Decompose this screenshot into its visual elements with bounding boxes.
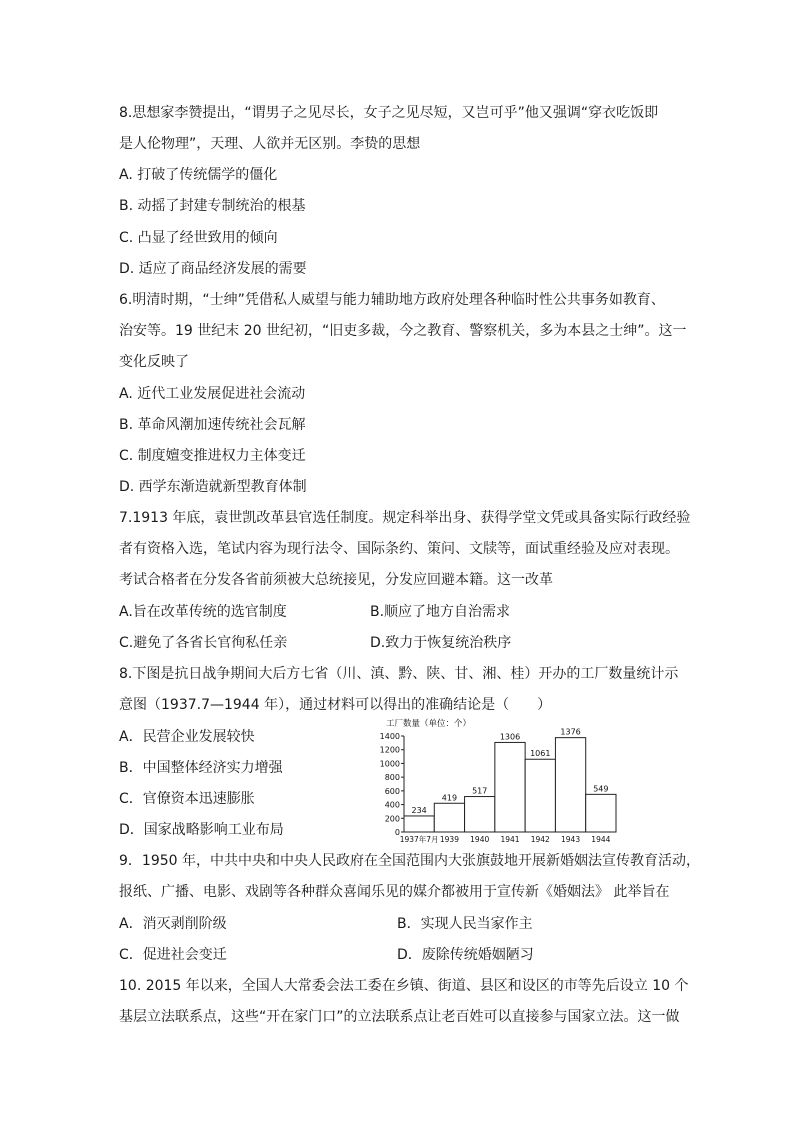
q7-stem-line-2: 者有资格入选，笔试内容为现行法令、国际条约、策问、文牍等，面试重经验及应对表现。 (119, 541, 679, 557)
chart-value-label: 517 (472, 786, 488, 796)
chart-value-label: 419 (441, 793, 458, 803)
chart-y-tick-label: 400 (384, 800, 400, 810)
chart-value-label: 1306 (499, 732, 521, 742)
q8a-stem-line-1: 8.思想家李赞提出，“谓男子之见尽长，女子之见尽短，又岂可乎”他又强调“穿衣吃饭即 (119, 105, 659, 121)
chart-y-tick-label: 800 (384, 773, 400, 783)
q6-option-b[interactable]: B. 革命风潮加速传统社会瓦解 (119, 417, 306, 433)
q8b-option-b[interactable]: B．中国整体经济实力增强 (119, 760, 283, 776)
q6-option-c[interactable]: C. 制度嬗变推进权力主体变迁 (119, 448, 306, 464)
q6-stem-line-2: 治安等。19 世纪末 20 世纪初，“旧吏多裁，今之教育、警察机关，多为本县之士绅”。这一 (119, 323, 687, 339)
q6-option-a[interactable]: A. 近代工业发展促进社会流动 (119, 386, 306, 402)
chart-bar (434, 803, 464, 832)
q6-option-d[interactable]: D. 西学东渐造就新型教育体制 (119, 479, 307, 495)
chart-y-tick-label: 600 (384, 786, 400, 796)
chart-title: 工厂数量（单位：个） (386, 719, 472, 729)
q7-option-b[interactable]: B.顺应了地方自治需求 (370, 604, 511, 620)
chart-y-tick-label: 200 (384, 814, 400, 824)
q7-option-d[interactable]: D.致力于恢复统治秩序 (370, 635, 512, 651)
q8a-option-b[interactable]: B. 动摇了封建专制统治的根基 (119, 198, 306, 214)
q10-stem-line-1: 10. 2015 年以来，全国人大常委会法工委在乡镇、街道、县区和设区的市等先后设立 10 个 (119, 978, 689, 994)
chart-bar (465, 797, 495, 832)
chart-category-label: 1940 (470, 835, 490, 844)
chart-value-label: 549 (593, 784, 609, 794)
q8b-option-a[interactable]: A．民营企业发展较快 (119, 729, 255, 745)
chart-y-tick-label: 0 (394, 828, 400, 837)
chart-bar (404, 816, 434, 832)
chart-value-label: 1061 (530, 749, 551, 759)
chart-category-label: 1942 (530, 835, 550, 844)
q10-stem-line-2: 基层立法联系点，这些“开在家门口”的立法联系点让老百姓可以直接参与国家立法。这一做 (119, 1009, 680, 1025)
chart-bar (555, 738, 585, 832)
chart-value-label: 1376 (560, 727, 581, 737)
chart-bar (525, 759, 555, 832)
chart-y-tick-label: 1400 (379, 732, 400, 741)
chart-value-label: 234 (411, 805, 427, 815)
chart-category-label: 1943 (561, 835, 581, 844)
q9-stem-line-1: 9．1950 年，中共中央和中央人民政府在全国范围内大张旗鼓地开展新婚姻法宣传教育活动， (119, 853, 700, 869)
q6-stem-line-3: 变化反映了 (119, 354, 189, 370)
chart-y-tick-label: 1200 (379, 745, 400, 755)
chart-bar (495, 742, 525, 832)
chart-bar (586, 794, 616, 832)
q7-stem-line-3: 考试合格者在分发各省前须被大总统接见，分发应回避本籍。这一改革 (119, 572, 553, 588)
factory-count-bar-chart (372, 716, 622, 846)
q9-stem-line-2: 报纸、广播、电影、戏剧等各种群众喜闻乐见的媒介都被用于宣传新《婚姻法》 此举旨在 (119, 884, 670, 900)
q8b-option-c[interactable]: C．官僚资本迅速膨胀 (119, 791, 255, 807)
chart-category-label: 1941 (500, 835, 520, 844)
chart-category-label: 1944 (591, 835, 611, 844)
q8a-option-d[interactable]: D. 适应了商品经济发展的需要 (119, 261, 307, 277)
q9-option-b[interactable]: B．实现人民当家作主 (397, 916, 533, 932)
q9-option-d[interactable]: D．废除传统婚姻陋习 (397, 947, 534, 963)
q7-option-c[interactable]: C.避免了各省长官徇私任亲 (119, 635, 288, 651)
q8b-stem-line-1: 8.下图是抗日战争期间大后方七省（川、滇、黔、陕、甘、湘、桂）开办的工厂数量统计示 (119, 666, 679, 682)
q9-option-a[interactable]: A．消灭剥削阶级 (119, 916, 227, 932)
chart-category-label: 1939 (439, 835, 459, 844)
q8a-stem-line-2: 是人伦物理”，天理、人欲并无区别。李贽的思想 (119, 136, 421, 152)
q8a-option-c[interactable]: C. 凸显了经世致用的倾向 (119, 230, 278, 246)
q7-stem-line-1: 7.1913 年底，袁世凯改革县官选任制度。规定科举出身、获得学堂文凭或具备实际行政经验 (119, 510, 691, 526)
q8a-option-a[interactable]: A. 打破了传统儒学的僵化 (119, 167, 278, 183)
q8b-stem-line-2: 意图（1937.7—1944 年），通过材料可以得出的准确结论是（ ） (119, 697, 552, 713)
q9-option-c[interactable]: C．促进社会变迁 (119, 947, 227, 963)
q8b-option-d[interactable]: D．国家战略影响工业布局 (119, 822, 284, 838)
chart-y-tick-label: 1000 (379, 759, 400, 769)
q7-option-a[interactable]: A.旨在改革传统的选官制度 (119, 604, 287, 620)
q6-stem-line-1: 6.明清时期，“士绅”凭借私人威望与能力辅助地方政府处理各种临时性公共事务如教育、 (119, 292, 665, 308)
chart-category-label: 1937年7月 (399, 835, 439, 844)
